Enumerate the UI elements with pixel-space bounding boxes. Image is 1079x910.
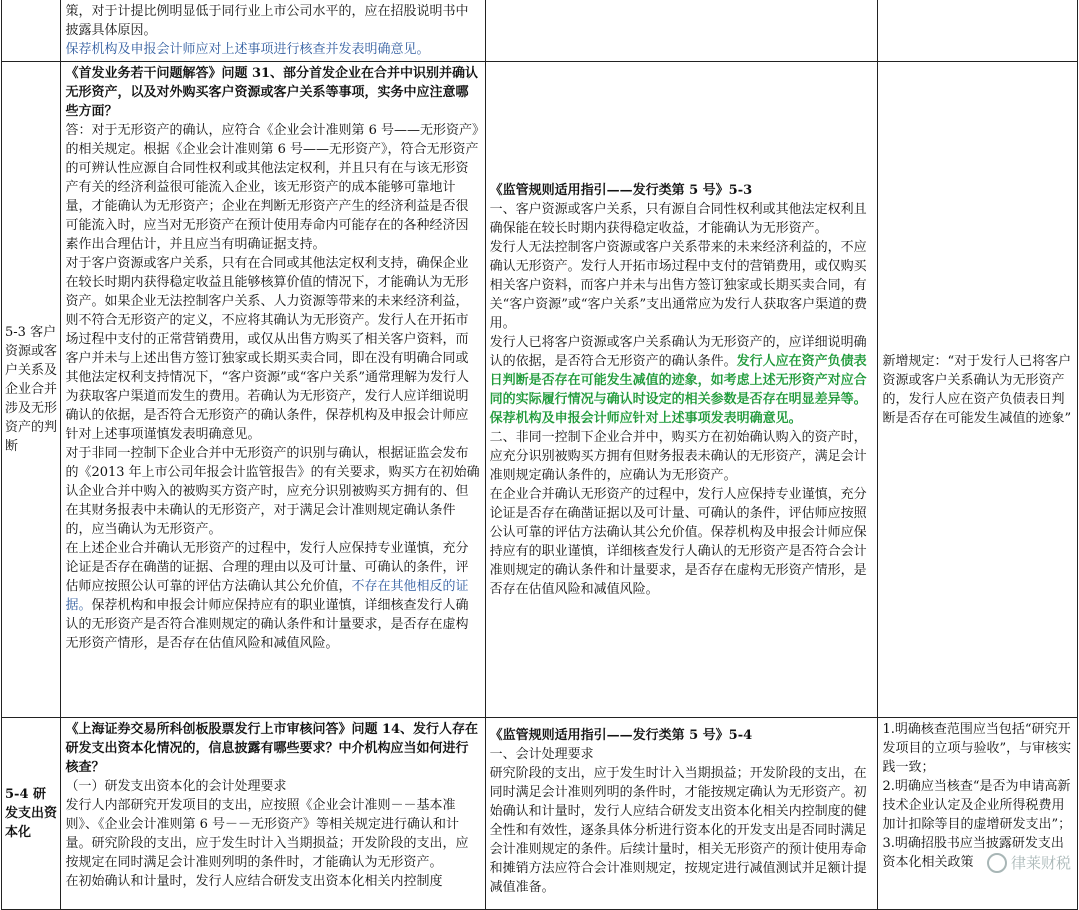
topic-cell xyxy=(2,62,61,718)
paragraph: 对于客户资源或客户关系，只有在合同或其他法定权利支持，确保企业在较长时期内获得稳定收益且能够核算价值的情况下，才能确认为无形资产。如果企业无法控制客户关系、人力资源等带来的未来经济利益，则不符合无形资产的定义，不应将其确认为无形资产。发行人在开拓市场过程中支付的正常营销费用，或仅从出售方购买了相关客户资料，而客户并未与上述出售方签订独家或长期买卖合同，即在没有明确合同或其他法定权利支持情况下，“客户资源”或“客户关系”通常理解为发行人为获取客户渠道而发生的费用。若确认为无形资产，发行人应详细说明确认的依据，是否符合无形资产的确认条件，保荐机构及申报会计师应针对上述事项谨慎发表明确意见。 xyxy=(65,254,480,444)
paragraph: 发行人内部研究开发项目的支出，应按照《企业会计准则－－基本准则》、《企业会计准则第 6 号－－无形资产》等相关规定进行确认和计量。研究阶段的支出，应于发生时计入当期损益；开发阶段的支出，应按规定在同时满足会计准则列明的条件时，才能确认为无形资产。 xyxy=(65,796,480,872)
paragraph: 新增规定：“对于发行人已将客户资源或客户关系确认为无形资产的，发行人应在资产负债表日判断是否存在可能发生减值的迹象” xyxy=(882,352,1073,428)
col2-cell xyxy=(61,718,485,910)
topic-text: 5-4 研发支出资本化 xyxy=(5,787,57,840)
table-row xyxy=(2,718,1078,910)
highlight-text: 不存在其他相反的证据。 xyxy=(65,579,468,613)
paragraph: 研究阶段的支出，应于发生时计入当期损益；开发阶段的支出，在同时满足会计准则列明的条件时，才能按规定确认为无形资产。初始确认和计量时，发行人应结合研发支出资本化相关内控制度的健全性和有效性，逐条具体分析进行资本化的开发支出是否同时满足会计准则规定的条件。后续计量时，相关无形资产的预计使用寿命和摊销方法应符合会计准则规定，按规定进行减值测试并足额计提减值准备。 xyxy=(490,764,874,897)
paragraph: 发行人已将客户资源或客户关系确认为无形资产的，应详细说明确认的依据，是否符合无形资产的确认条件。发行人应在资产负债表日判断是否存在可能发生减值的迹象，如考虑上述无形资产对应合同的实际履行情况与确认时设定的相关参数是否存在明显差异等。保荐机构及申报会计师应针对上述事项发表明确意见。 xyxy=(490,333,874,428)
paragraph: 《监管规则适用指引——发行类第 5 号》5-3 xyxy=(490,181,874,200)
paragraph: 在企业合并确认无形资产的过程中，发行人应保持专业谨慎，充分论证是否存在确凿证据以及可计量、可确认的条件，评估师应按照公认可靠的评估方法确认其公允价值。保荐机构及申报会计师应保持应有的职业谨慎，详细核查发行人确认的无形资产是否符合会计准则规定的确认条件和计量要求，是否存在虚构无形资产情形，是否存在估值风险和减值风险。 xyxy=(490,485,874,599)
col4-cell xyxy=(878,62,1078,718)
paragraph: 对于非同一控制下企业合并中无形资产的识别与确认，根据证监会发布的《2013 年上市公司年报会计监管报告》的有关要求，购买方在初始确认企业合并中购入的被购买方资产时，应充分识别被购买方拥有的、但在其财务报表中未确认的无形资产，对于满足会计准则规定确认条件的，应当确认为无形资产。 xyxy=(65,444,480,539)
paragraph: 在上述企业合并确认无形资产的过程中，发行人应保持专业谨慎，充分论证是否存在确凿的证据、合理的理由以及可计量、可确认的条件，评估师应按照公认可靠的评估方法确认其公允价值，不存在其他相反的证据。保荐机构和申报会计师应保持应有的职业谨慎，详细核查发行人确认的无形资产是否符合准则规定的确认条件和计量要求，是否存在虚构无形资产情形，是否存在估值风险和减值风险。 xyxy=(65,539,480,653)
paragraph: 策，对于计提比例明显低于同行业上市公司水平的，应在招股说明书中披露具体原因。 xyxy=(65,2,480,40)
paragraph: 发行人无法控制客户资源或客户关系带来的未来经济利益的，不应确认无形资产。发行人开拓市场过程中支付的营销费用，或仅购买相关客户资料，而客户并未与出售方签订独家或长期买卖合同，有关“客户资源”或“客户关系”支出通常应为发行人获取客户渠道的费用。 xyxy=(490,238,874,333)
paragraph: 一、客户资源或客户关系，只有源自合同性权利或其他法定权利且确保能在较长时期内获得稳定收益，才能确认为无形资产。 xyxy=(490,200,874,238)
paragraph: 3.明确招股书应当披露研发支出资本化相关政策 xyxy=(882,834,1073,872)
paragraph: 1.明确核查范围应当包括“研究开发项目的立项与验收”，与审核实践一致； xyxy=(882,720,1073,777)
paragraph: 保荐机构及申报会计师应对上述事项进行核查并发表明确意见。 xyxy=(65,40,480,59)
watermark xyxy=(987,852,1071,873)
col3-cell xyxy=(485,62,878,718)
paragraph: 2.明确应当核查“是否为申请高新技术企业认定及企业所得税费用加计扣除等目的虚增研发支出”； xyxy=(882,777,1073,834)
col3-cell xyxy=(485,0,878,62)
paragraph: 《首发业务若干问题解答》问题 31、部分首发企业在合并中识别并确认无形资产，以及对外购买客户资源或客户关系等事项，实务中应注意哪些方面？ xyxy=(65,64,480,121)
paragraph: 二、非同一控制下企业合并中，购买方在初始确认购入的资产时，应充分识别被购买方拥有但财务报表未确认的无形资产，满足会计准则规定确认条件的，应确认为无形资产。 xyxy=(490,428,874,485)
col4-cell xyxy=(878,0,1078,62)
table-row xyxy=(2,0,1078,62)
wechat-logo-icon xyxy=(987,853,1007,873)
paragraph: 《上海证券交易所科创板股票发行上市审核问答》问题 14、发行人存在研发支出资本化情况的，信息披露有哪些要求？中介机构应当如何进行核查？ xyxy=(65,720,480,777)
col2-cell xyxy=(61,62,485,718)
col4-cell xyxy=(878,718,1078,910)
paragraph: （一）研发支出资本化的会计处理要求 xyxy=(65,777,480,796)
paragraph: 一、会计处理要求 xyxy=(490,745,874,764)
topic-cell xyxy=(2,0,61,62)
watermark-text: 律莱财税 xyxy=(1011,852,1071,873)
comparison-table xyxy=(1,0,1078,910)
col2-cell xyxy=(61,0,485,62)
paragraph: 《监管规则适用指引——发行类第 5 号》5-4 xyxy=(490,726,874,745)
paragraph: 在初始确认和计量时，发行人应结合研发支出资本化相关内控制度 xyxy=(65,872,480,891)
table-row xyxy=(2,62,1078,718)
topic-cell xyxy=(2,718,61,910)
col3-cell xyxy=(485,718,878,910)
paragraph: 答：对于无形资产的确认，应符合《企业会计准则第 6 号——无形资产》的相关规定。根据《企业会计准则第 6 号——无形资产》，符合无形资产的可辨认性应源自合同性权利或其他法定权利，并且只有在与该无形资产有关的经济利益很可能流入企业，该无形资产的成本能够可靠地计量，才能确认为无形资产；企业在判断无形资产产生的经济利益是否很可能流入时，应当对无形资产在预计使用寿命内可能存在的各种经济因素作出合理估计，并且应当有明确证据支持。 xyxy=(65,121,480,254)
highlight-text: 发行人应在资产负债表日判断是否存在可能发生减值的迹象，如考虑上述无形资产对应合同的实际履行情况与确认时设定的相关参数是否存在明显差异等。保荐机构及申报会计师应针对上述事项发表明确意见。 xyxy=(490,354,867,426)
topic-text: 5-3 客户资源或客户关系及企业合并涉及无形资产的判断 xyxy=(5,325,57,454)
